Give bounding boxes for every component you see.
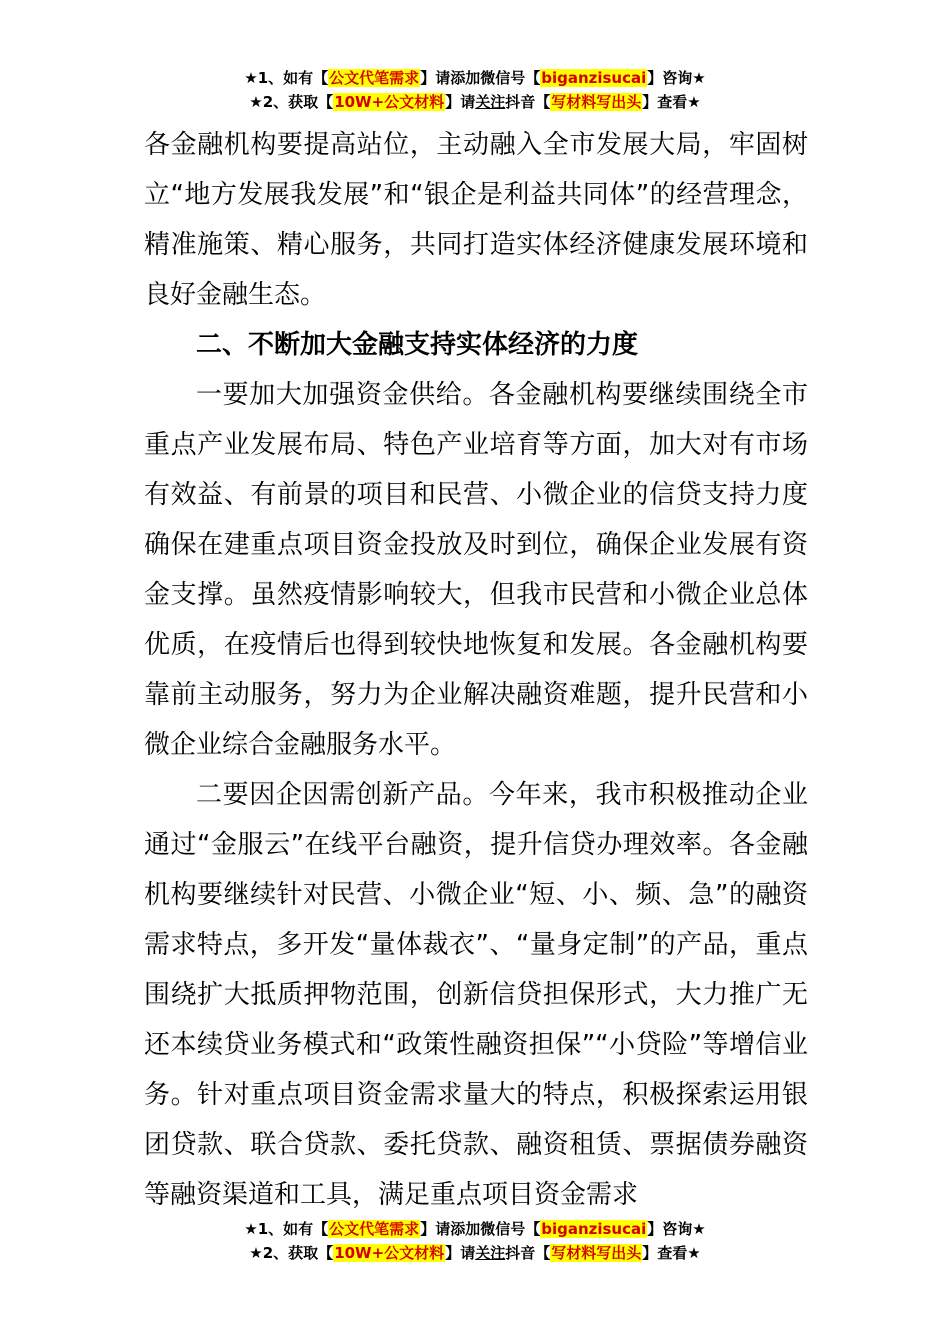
- underlined-follow: 关注: [475, 93, 506, 111]
- paragraph-capital-supply: 一要加大加强资金供给。各金融机构要继续围绕全市重点产业发展布局、特色产业培育等方面，加大对有市场有效益、有前景的项目和民营、小微企业的信贷支持力度确保在建重点项目资金投放及时到位，确保企业发展有资金支撑。虽然疫情影响较大，但我市民营和小微企业总体优质，在疫情后也得到较快地恢复和发展。各金融机构要靠前主动服务，努力为企业解决融资难题，提升民营和小微企业综合金融服务水平。: [144, 380, 808, 760]
- banner-line-2: [0, 90, 950, 114]
- highlight-douyin-account: 写材料写出头: [551, 1244, 642, 1262]
- banner-text: ★2、获取【: [249, 93, 334, 111]
- banner-text: ★1、如有【: [244, 1220, 329, 1238]
- banner-line-1: [0, 1217, 950, 1241]
- banner-line-1: [0, 66, 950, 90]
- section-heading: 二、不断加大金融支持实体经济的力度: [196, 330, 639, 360]
- highlight-douyin-account: 写材料写出头: [551, 93, 642, 111]
- banner-text: 】查看★: [642, 1244, 701, 1262]
- paragraph-product-innovation: 二要因企因需创新产品。今年来，我市积极推动企业通过“金服云”在线平台融资，提升信贷办理效率。各金融机构要继续针对民营、小微企业“短、小、频、急”的融资需求特点，多开发“量体裁衣”、“量身定制”的产品，重点围绕扩大抵质押物范围，创新信贷担保形式，大力推广无还本续贷业务模式和“政策性融资担保”“小贷险”等增信业务。针对重点项目资金需求量大的特点，积极探索运用银团贷款、联合贷款、委托贷款、融资租赁、票据债券融资等融资渠道和工具，满足重点项目资金需求: [144, 780, 808, 1210]
- banner-text: 】请添加微信号【: [420, 1220, 541, 1238]
- banner-text: ★1、如有【: [244, 69, 329, 87]
- top-banner: [0, 66, 950, 114]
- banner-text: 抖音【: [505, 1244, 551, 1262]
- bottom-banner: [0, 1217, 950, 1265]
- banner-line-2: [0, 1241, 950, 1265]
- document-body: [144, 120, 808, 1220]
- banner-text: 】请添加微信号【: [420, 69, 541, 87]
- banner-text: 抖音【: [505, 93, 551, 111]
- banner-text: 】咨询★: [647, 1220, 706, 1238]
- highlight-writing-service: 公文代笔需求: [329, 69, 420, 87]
- highlight-materials: 10W+公文材料: [334, 1244, 445, 1262]
- highlight-wechat-id: biganzisucai: [541, 1220, 647, 1238]
- highlight-materials: 10W+公文材料: [334, 93, 445, 111]
- highlight-wechat-id: biganzisucai: [541, 69, 647, 87]
- highlight-writing-service: 公文代笔需求: [329, 1220, 420, 1238]
- banner-text: 】请: [445, 93, 476, 111]
- banner-text: 】查看★: [642, 93, 701, 111]
- banner-text: 】请: [445, 1244, 476, 1262]
- paragraph-intro: 各金融机构要提高站位，主动融入全市发展大局，牢固树立“地方发展我发展”和“银企是利益共同体”的经营理念，精准施策、精心服务，共同打造实体经济健康发展环境和良好金融生态。: [144, 130, 808, 310]
- banner-text: 】咨询★: [647, 69, 706, 87]
- banner-text: ★2、获取【: [249, 1244, 334, 1262]
- underlined-follow: 关注: [475, 1244, 506, 1262]
